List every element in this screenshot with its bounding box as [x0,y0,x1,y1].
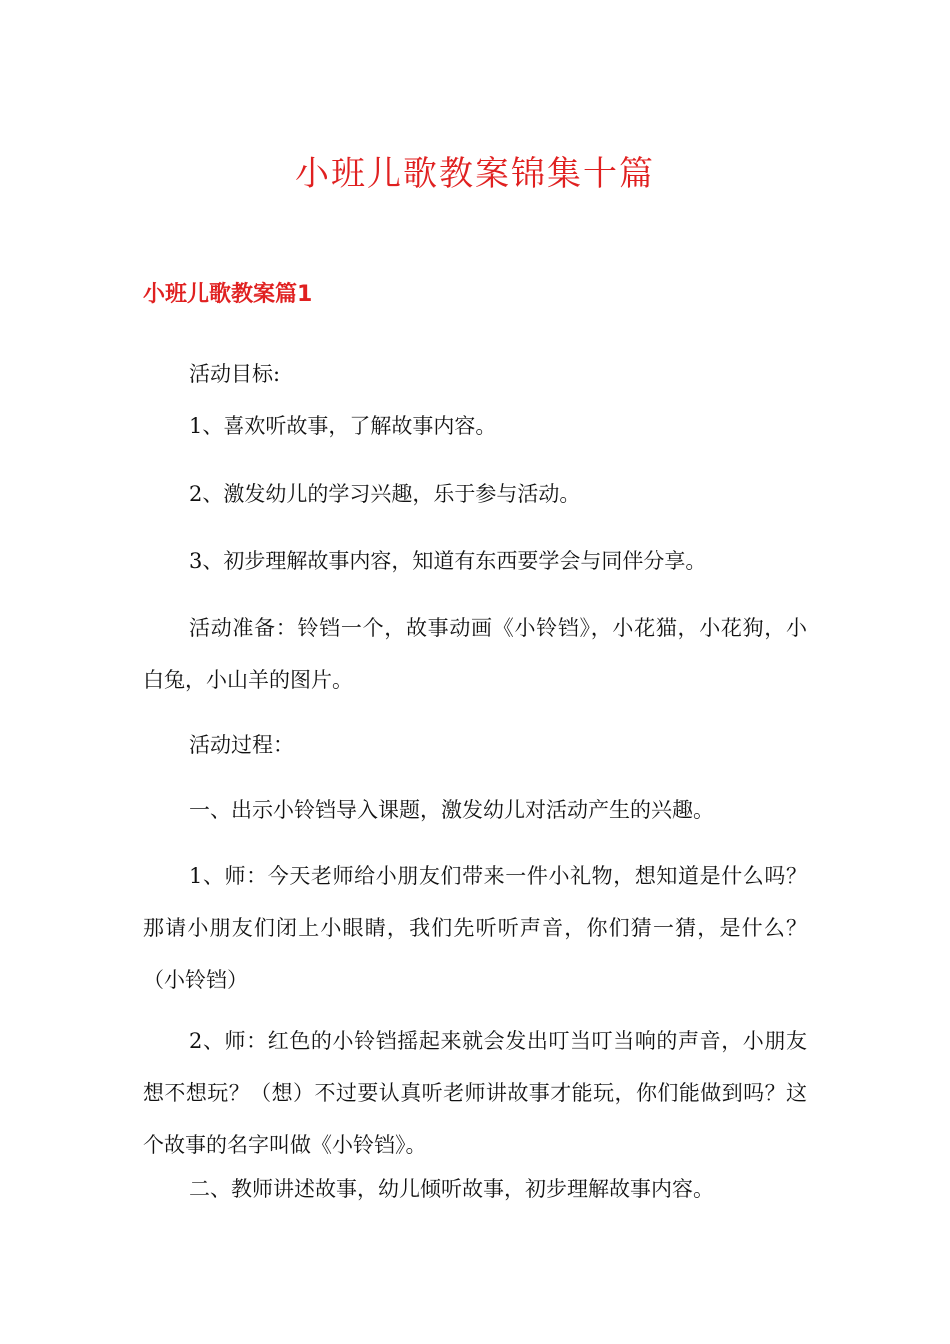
paragraph-process: 活动过程： [189,733,294,757]
paragraph-goal-2: 2、激发幼儿的学习兴趣，乐于参与活动。 [189,482,581,506]
paragraph-teacher-2: 2、师：红色的小铃铛摇起来就会发出叮当叮当响的声音，小朋友想不想玩？（想）不过要认真听老师讲故事才能玩，你们能做到吗？这个故事的名字叫做《小铃铛》。 [143,1029,807,1157]
paragraph-step-one: 一、出示小铃铛导入课题，激发幼儿对活动产生的兴趣。 [189,798,714,822]
paragraph-step-two: 二、教师讲述故事，幼儿倾听故事，初步理解故事内容。 [189,1177,714,1201]
paragraph-teacher-1: 1、师：今天老师给小朋友们带来一件小礼物，想知道是什么吗？那请小朋友们闭上小眼睛，我们先听听声音，你们猜一猜，是什么？（小铃铛） [143,864,807,992]
paragraph-activity-goals: 活动目标: [189,362,281,386]
paragraph-preparation: 活动准备：铃铛一个，故事动画《小铃铛》，小花猫，小花狗，小白兔，小山羊的图片。 [143,616,807,692]
section-heading: 小班儿歌教案篇1 [143,282,313,307]
paragraph-goal-1: 1、喜欢听故事，了解故事内容。 [189,414,497,438]
document-title: 小班儿歌教案锦集十篇 [295,154,655,194]
paragraph-goal-3: 3、初步理解故事内容，知道有东西要学会与同伴分享。 [189,549,707,573]
